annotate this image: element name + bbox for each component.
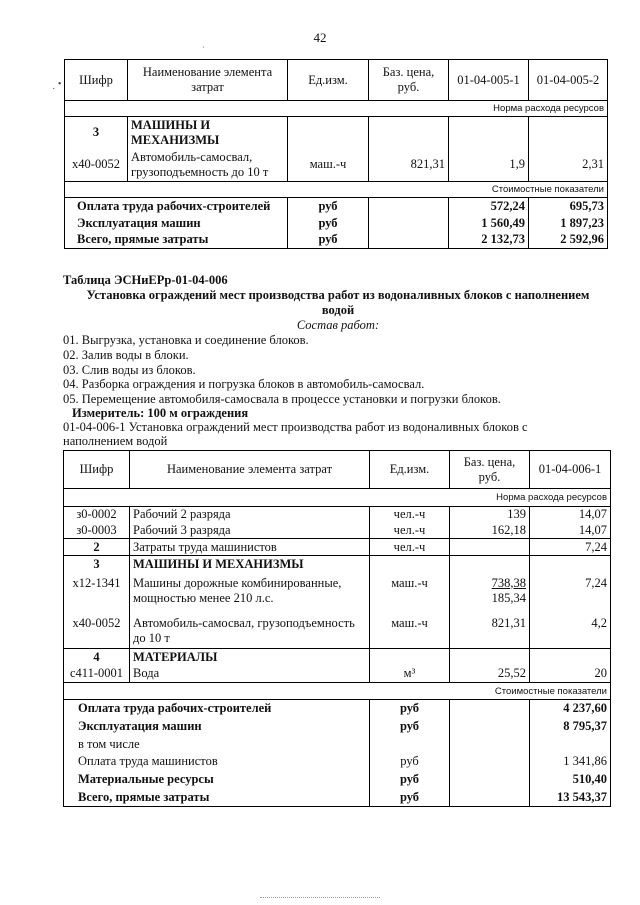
cost-label: Стоимостные показатели: [64, 683, 611, 700]
total-label: Оплата труда рабочих-строителей: [65, 198, 288, 215]
total-unit: руб: [370, 789, 450, 807]
page-number: 42: [313, 30, 327, 45]
section-number: 3: [65, 117, 128, 149]
total-row: [64, 718, 611, 736]
table-row: [64, 523, 611, 539]
header-price: Баз. цена, руб.: [450, 451, 530, 489]
row-name: Вода: [130, 666, 370, 683]
norm-label-row: [65, 101, 608, 117]
work-item: 03. Слив воды из блоков.: [63, 363, 196, 377]
works-title: Состав работ:: [296, 318, 380, 332]
header-name: Наименование элемента затрат: [130, 451, 370, 489]
norm-label: Норма расхода ресурсов: [64, 489, 611, 507]
section-row: [64, 649, 611, 666]
total-label: Оплата труда рабочих-строителей: [64, 700, 370, 718]
section-heading: Установка ограждений мест производства работ из водоналивных блоков с наполнением: [86, 288, 590, 302]
total-value: 13 543,37: [530, 789, 611, 807]
row-code: х40-0052: [64, 612, 130, 649]
row-code: х12-1341: [64, 574, 130, 612]
total-value-1: 1 560,49: [449, 215, 529, 232]
cost-label-row: [64, 683, 611, 700]
total-row: [65, 215, 608, 232]
section-heading-cont: водой: [321, 303, 355, 317]
total-value-1: 572,24: [449, 198, 529, 215]
total-row: [64, 789, 611, 807]
row-code: з0-0003: [64, 523, 130, 539]
table-row: [64, 612, 611, 649]
row-value-2: 2,31: [529, 149, 608, 182]
row-code: з0-0002: [64, 507, 130, 523]
header-code: Шифр: [65, 60, 128, 101]
total-label: Эксплуатация машин: [64, 718, 370, 736]
row-unit: чел.-ч: [370, 539, 450, 556]
total-unit: руб: [288, 215, 369, 232]
meter-line: Измеритель: 100 м ограждения: [72, 406, 249, 420]
table-title: Таблица ЭСНиЕРр-01-04-006: [63, 273, 228, 287]
work-item: 02. Залив воды в блоки.: [63, 348, 189, 362]
cost-label-row: [65, 182, 608, 198]
section-number: 3: [64, 556, 130, 574]
total-unit: руб: [370, 753, 450, 771]
row-name: Машины дорожные комбинированные, мощностью менее 210 л.с.: [130, 574, 370, 612]
section-row: [65, 117, 608, 149]
total-row: [64, 700, 611, 718]
header-name: Наименование элемента затрат: [128, 60, 288, 101]
cost-label: Стоимостные показатели: [65, 182, 608, 198]
total-value-2: 2 592,96: [529, 232, 608, 249]
row-name: Рабочий 3 разряда: [130, 523, 370, 539]
row-price: 738,38 185,34: [450, 574, 530, 612]
item-description: 01-04-006-1 Установка ограждений мест производства работ из водоналивных блоков с: [63, 420, 528, 434]
row-unit: чел.-ч: [370, 507, 450, 523]
section-title: МАШИНЫ И МЕХАНИЗМЫ: [128, 117, 288, 149]
row-code: с411-0001: [64, 666, 130, 683]
row-unit: маш.-ч: [288, 149, 369, 182]
footer-rule: [260, 897, 380, 898]
total-unit: руб: [370, 771, 450, 789]
item-description-cont: наполнением водой: [63, 434, 168, 448]
row-name: Автомобиль-самосвал, грузоподъемность до 10 т: [130, 612, 370, 649]
row-value: 7,24: [530, 539, 611, 556]
total-unit: руб: [288, 232, 369, 249]
header-col-2: 01-04-005-2: [529, 60, 608, 101]
total-value: 4 237,60: [530, 700, 611, 718]
including-label: в том числе: [64, 736, 370, 753]
row-value: 20: [530, 666, 611, 683]
section-number: 2: [64, 539, 130, 556]
work-item: 01. Выгрузка, установка и соединение блоков.: [63, 333, 309, 347]
total-value: 1 341,86: [530, 753, 611, 771]
section-row: [64, 556, 611, 574]
header-unit: Ед.изм.: [288, 60, 369, 101]
table-row: [64, 666, 611, 683]
norm-label-row: [64, 489, 611, 507]
table-header-row: [65, 60, 608, 101]
row-value-1: 1,9: [449, 149, 529, 182]
total-row: [65, 198, 608, 215]
row-unit: чел.-ч: [370, 523, 450, 539]
row-unit: маш.-ч: [370, 612, 450, 649]
total-row: [64, 771, 611, 789]
row-name: Автомобиль-самосвал, грузоподъемность до 10 т: [128, 149, 288, 182]
row-code: х40-0052: [65, 149, 128, 182]
row-price: 821,31: [450, 612, 530, 649]
total-label: Оплата труда машинистов: [64, 753, 370, 771]
total-label: Всего, прямые затраты: [65, 232, 288, 249]
work-item: 05. Перемещение автомобиля-самосвала в процессе установки и погрузки блоков.: [63, 392, 501, 406]
row-name: Затраты труда машинистов: [130, 539, 370, 556]
table-row: [64, 539, 611, 556]
row-value: 14,07: [530, 523, 611, 539]
table-row: [65, 149, 608, 182]
header-code: Шифр: [64, 451, 130, 489]
total-value: 510,40: [530, 771, 611, 789]
section-title: МАШИНЫ И МЕХАНИЗМЫ: [130, 556, 370, 574]
row-value: 14,07: [530, 507, 611, 523]
row-unit: м³: [370, 666, 450, 683]
total-row: [64, 736, 611, 753]
section-number: 4: [64, 649, 130, 666]
total-unit: руб: [370, 718, 450, 736]
total-value-2: 1 897,23: [529, 215, 608, 232]
resource-table-1: [64, 59, 608, 249]
row-value: 7,24: [530, 574, 611, 612]
total-row: [64, 753, 611, 771]
row-unit: маш.-ч: [370, 574, 450, 612]
norm-label: Норма расхода ресурсов: [65, 101, 608, 117]
row-price: 821,31: [369, 149, 449, 182]
work-item: 04. Разборка ограждения и погрузка блоков в автомобиль-самосвал.: [63, 377, 425, 391]
row-price: 162,18: [450, 523, 530, 539]
row-price: 25,52: [450, 666, 530, 683]
total-value-2: 695,73: [529, 198, 608, 215]
row-value: 4,2: [530, 612, 611, 649]
resource-table-2: [63, 450, 611, 807]
total-unit: руб: [288, 198, 369, 215]
header-col-1: 01-04-005-1: [449, 60, 529, 101]
row-price: 139: [450, 507, 530, 523]
row-name: Рабочий 2 разряда: [130, 507, 370, 523]
header-unit: Ед.изм.: [370, 451, 450, 489]
total-label: Эксплуатация машин: [65, 215, 288, 232]
table-header-row: [64, 451, 611, 489]
table-row: [64, 507, 611, 523]
scan-mark: ˏ: [202, 38, 205, 48]
total-row: [65, 232, 608, 249]
table-row: [64, 574, 611, 612]
total-unit: руб: [370, 700, 450, 718]
total-label: Материальные ресурсы: [64, 771, 370, 789]
total-value: 8 795,37: [530, 718, 611, 736]
margin-mark: ˯ •: [52, 79, 62, 90]
total-value-1: 2 132,73: [449, 232, 529, 249]
total-label: Всего, прямые затраты: [64, 789, 370, 807]
header-col-1: 01-04-006-1: [530, 451, 611, 489]
header-price: Баз. цена, руб.: [369, 60, 449, 101]
section-title: МАТЕРИАЛЫ: [130, 649, 370, 666]
